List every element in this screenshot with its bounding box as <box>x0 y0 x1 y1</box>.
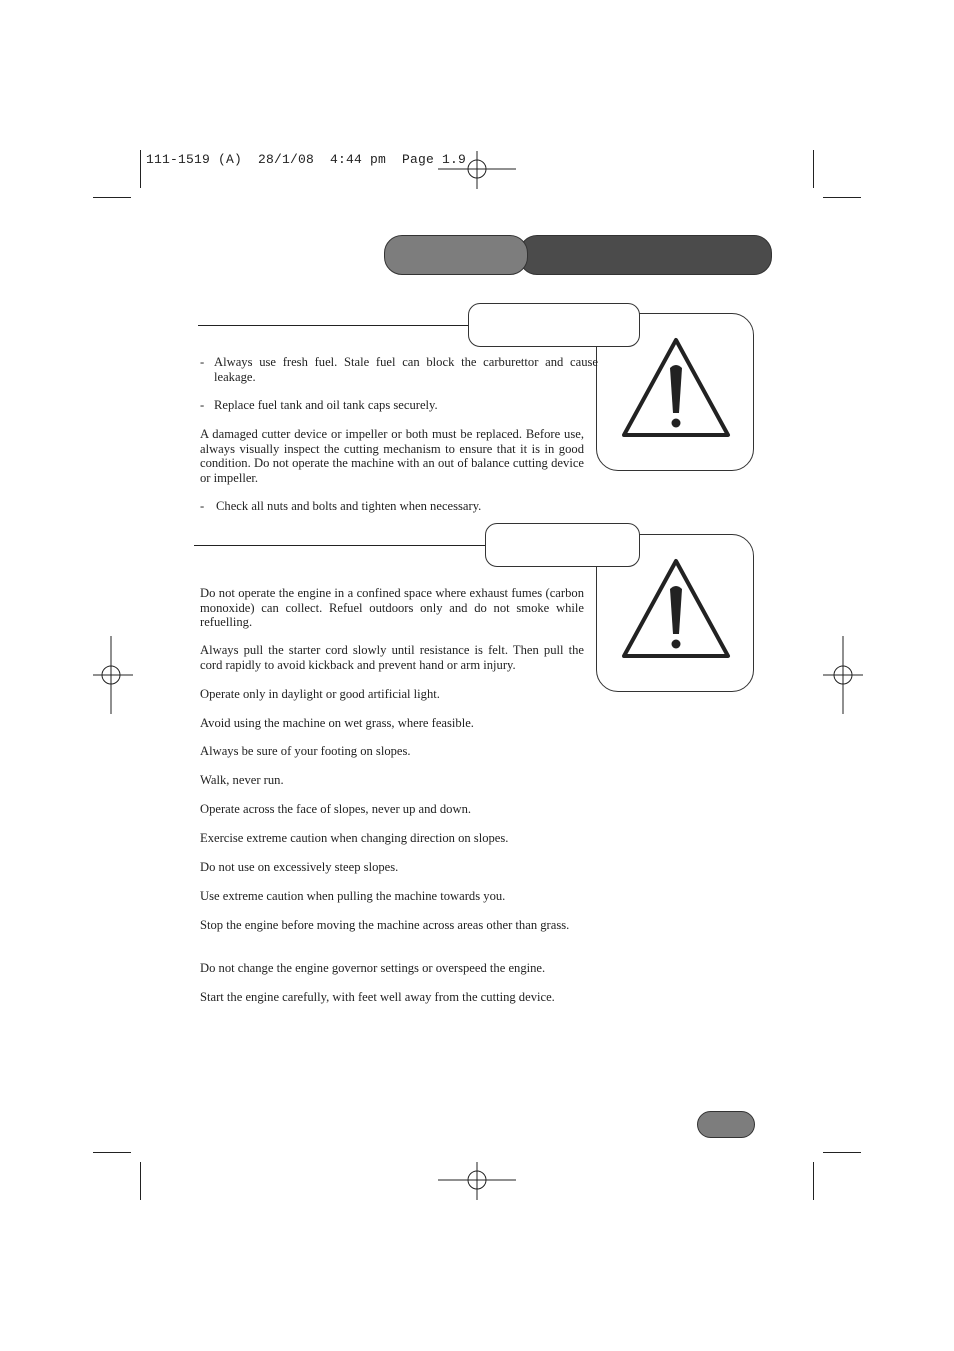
crop-mark-bottom-left-vertical <box>140 1162 141 1200</box>
paragraph: Operate only in daylight or good artificial light. <box>200 687 440 701</box>
section2-rule <box>194 545 490 546</box>
crop-mark-bottom-right-vertical <box>813 1162 814 1200</box>
list-dash: - <box>200 398 205 412</box>
paragraph: Stop the engine before moving the machine across areas other than grass. <box>200 918 570 932</box>
list-item-text: Always use fresh fuel. Stale fuel can block the carburettor and cause leakage. <box>214 355 598 384</box>
registration-crosshair-icon <box>438 151 516 191</box>
paragraph: Always be sure of your footing on slopes. <box>200 744 411 758</box>
warning-triangle-icon <box>619 555 733 661</box>
paragraph: Do not change the engine governor settings or overspeed the engine. <box>200 961 546 975</box>
warning-triangle-icon <box>619 334 733 440</box>
page-number-pill <box>697 1111 755 1138</box>
paragraph: Walk, never run. <box>200 773 284 787</box>
crop-mark-top-left-horizontal <box>93 197 131 198</box>
paragraph: Do not operate the engine in a confined space where exhaust fumes (carbon monoxide) can collect. Refuel outdoors only and do not smoke while refuelling. <box>200 586 584 630</box>
list-item <box>200 499 598 514</box>
list-item-text: Check all nuts and bolts and tighten when necessary. <box>216 499 482 513</box>
crop-mark-top-right-vertical <box>813 150 814 188</box>
paragraph: Always pull the starter cord slowly until resistance is felt. Then pull the cord rapidly to avoid kickback and prevent hand or arm injury. <box>200 643 584 672</box>
paragraph: Avoid using the machine on wet grass, where feasible. <box>200 716 474 730</box>
paragraph: Use extreme caution when pulling the machine towards you. <box>200 889 506 903</box>
paragraph: Do not use on excessively steep slopes. <box>200 860 399 874</box>
crop-mark-bottom-right-horizontal <box>823 1152 861 1153</box>
section1-heading-box <box>468 303 640 347</box>
list-dash: - <box>200 499 205 513</box>
section2-heading-box <box>485 523 640 567</box>
registration-crosshair-icon <box>438 1162 516 1202</box>
list-item-text: Replace fuel tank and oil tank caps securely. <box>214 398 438 412</box>
section1-rule <box>198 325 473 326</box>
header-tab-right <box>519 235 772 275</box>
registration-crosshair-icon <box>93 636 133 714</box>
header-tab-left <box>384 235 528 275</box>
paragraph: Exercise extreme caution when changing direction on slopes. <box>200 831 509 845</box>
list-dash: - <box>200 355 205 369</box>
list-item <box>200 398 598 413</box>
paragraph: Start the engine carefully, with feet well away from the cutting device. <box>200 990 555 1004</box>
list-item <box>200 355 598 384</box>
registration-crosshair-icon <box>823 636 863 714</box>
paragraph <box>200 427 584 485</box>
crop-mark-top-left-vertical <box>140 150 141 188</box>
crop-mark-top-right-horizontal <box>823 197 861 198</box>
crop-mark-bottom-left-horizontal <box>93 1152 131 1153</box>
print-slug-line: 111-1519 (A) 28/1/08 4:44 pm Page 1.9 <box>146 152 467 167</box>
paragraph: Operate across the face of slopes, never up and down. <box>200 802 472 816</box>
paragraph-text: A damaged cutter device or impeller or both must be replaced. Before use, always visually inspect the cutting mechanism to ensure that it is in good condition. Do not operate the machine with an out of balance cutting device or impeller. <box>200 427 584 485</box>
